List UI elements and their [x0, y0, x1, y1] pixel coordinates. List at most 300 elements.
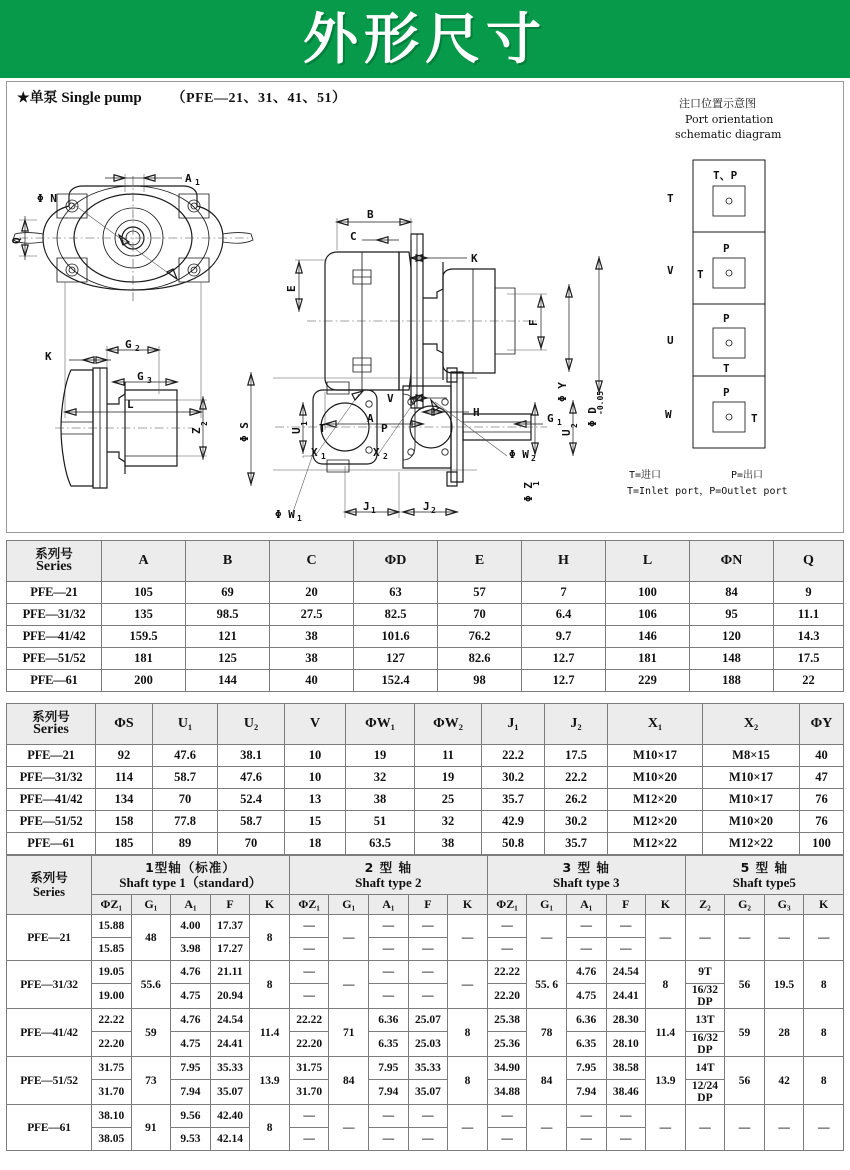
table3-t2-g1: —: [329, 1105, 369, 1151]
table3-series: PFE—21: [7, 915, 92, 961]
table3-t2-z1-hi: —: [289, 915, 329, 938]
table2-w2: 11: [415, 745, 482, 767]
port-row-right-w: T: [751, 412, 758, 425]
table3-t3-a1-lo: 7.94: [566, 1080, 606, 1105]
table1-header-phid: ΦD: [354, 541, 438, 582]
table3-t3-k: 8: [646, 961, 686, 1009]
table1-a: 105: [102, 582, 186, 604]
table3-t5-g3: —: [764, 915, 804, 961]
table3-t1-k: 8: [250, 1105, 290, 1151]
table3-t1-k: 8: [250, 915, 290, 961]
panel-model-note: （PFE—21、31、41、51）: [171, 91, 347, 106]
table3-t5-k: —: [804, 1105, 844, 1151]
table2-header-x2: X₂: [703, 704, 800, 745]
table2-x1: M12×20: [608, 789, 703, 811]
table3-t3-z1-hi: —: [487, 1105, 527, 1128]
table1-n: 120: [690, 626, 774, 648]
table3-t1-a1-lo: 7.94: [171, 1080, 211, 1105]
table3-t2-f-hi: 25.07: [408, 1009, 448, 1032]
table2-u2: 38.1: [218, 745, 285, 767]
table3-t1-a1-lo: 3.98: [171, 938, 211, 961]
table3-t3-z1-hi: —: [487, 915, 527, 938]
dim-label-a1-sub: 1: [195, 178, 200, 187]
table1-l: 146: [606, 626, 690, 648]
port-caption-en2: schematic diagram: [675, 128, 782, 141]
table3-t3-f-lo: —: [606, 1128, 646, 1151]
table2-header-u1: U₁: [153, 704, 218, 745]
table2-x2: M12×22: [703, 833, 800, 855]
table3-t2-a1-hi: 7.95: [369, 1057, 409, 1080]
table2-header-j2: J₂: [545, 704, 608, 745]
table3-t3-f-lo: 38.46: [606, 1080, 646, 1105]
table3-h3-a1: A₁: [566, 895, 606, 915]
table1-q: 22: [774, 670, 844, 692]
table3-series: PFE—31/32: [7, 961, 92, 1009]
table3-t2-f-lo: —: [408, 1128, 448, 1151]
table3-h3-k: K: [646, 895, 686, 915]
table3-t3-a1-lo: 6.35: [566, 1032, 606, 1057]
table3-t5-z2: —: [685, 915, 725, 961]
table3-t3-z1-hi: 22.22: [487, 961, 527, 984]
table2-s: 134: [96, 789, 153, 811]
dim-label-g1: G: [547, 412, 554, 425]
table3-t1-a1-hi: 4.76: [171, 1009, 211, 1032]
dim-label-k: K: [471, 252, 478, 265]
table3-t5-z2-lo: 16/32 DP: [685, 984, 725, 1009]
table1-series: PFE—61: [7, 670, 102, 692]
table1-d: 82.5: [354, 604, 438, 626]
table3-t2-a1-lo: —: [369, 1128, 409, 1151]
panel-title-cn: 单泵: [29, 90, 58, 106]
table3-t3-a1-lo: —: [566, 1128, 606, 1151]
table3-t5-z2-hi: 13T: [685, 1009, 725, 1032]
table3-t3-a1-hi: 4.76: [566, 961, 606, 984]
table3-t1-f-hi: 42.40: [210, 1105, 250, 1128]
table3-t3-z1-lo: 22.20: [487, 984, 527, 1009]
table3-t3-a1-hi: —: [566, 1105, 606, 1128]
table3-t2-a1-hi: 6.36: [369, 1009, 409, 1032]
table3-t3-g1: —: [527, 1105, 567, 1151]
table-row: [7, 1057, 844, 1080]
table3-t2-z1-hi: —: [289, 1105, 329, 1128]
table2-header-x1: X₁: [608, 704, 703, 745]
dim-label-k2: K: [45, 350, 52, 363]
dim-label-phi-y: Φ Y: [556, 382, 569, 402]
table3-t1-g1: 59: [131, 1009, 171, 1057]
table2-w2: 38: [415, 833, 482, 855]
table1-h: 9.7: [522, 626, 606, 648]
table-row: [7, 626, 844, 648]
table1-d: 101.6: [354, 626, 438, 648]
table1-d: 127: [354, 648, 438, 670]
table2-s: 185: [96, 833, 153, 855]
page-title: 外形尺寸: [302, 6, 547, 71]
table2-w1: 32: [346, 767, 415, 789]
table3-t2-z1-lo: —: [289, 938, 329, 961]
table2-u1: 77.8: [153, 811, 218, 833]
table2-y: 76: [800, 789, 844, 811]
drawing-view-front-flange: [10, 172, 253, 418]
dim-label-j2: J: [423, 500, 430, 513]
table-row: [7, 745, 844, 767]
table3-t3-f-hi: —: [606, 915, 646, 938]
table3-t5-g2: 56: [725, 961, 765, 1009]
table2-header-phiw2: ΦW₂: [415, 704, 482, 745]
table3-t5-z2-lo: 12/24 DP: [685, 1080, 725, 1105]
table2-j2: 17.5: [545, 745, 608, 767]
table3-t5-g2: —: [725, 1105, 765, 1151]
dim-label-g2: G: [125, 338, 132, 351]
table2-header-u2: U₂: [218, 704, 285, 745]
table1-a: 181: [102, 648, 186, 670]
table3-t2-f-hi: —: [408, 1105, 448, 1128]
table1-n: 84: [690, 582, 774, 604]
table2-v: 18: [285, 833, 346, 855]
dim-label-phi-w1: Φ W: [275, 508, 295, 521]
table3-t3-a1-hi: 6.36: [566, 1009, 606, 1032]
table2-w2: 25: [415, 789, 482, 811]
table3-h2-a1: A₁: [369, 895, 409, 915]
table3-t5-z2: —: [685, 1105, 725, 1151]
table1-e: 82.6: [438, 648, 522, 670]
table2-series: PFE—21: [7, 745, 96, 767]
port-row-top-u: P: [723, 312, 730, 325]
table3-t1-z1-lo: 22.20: [92, 1032, 132, 1057]
table3-t1-f-hi: 17.37: [210, 915, 250, 938]
table2-u2: 58.7: [218, 811, 285, 833]
table3-t5-g2: 56: [725, 1057, 765, 1105]
table2-w2: 32: [415, 811, 482, 833]
table2-j2: 30.2: [545, 811, 608, 833]
table1-b: 144: [186, 670, 270, 692]
table3-t3-a1-hi: 7.95: [566, 1057, 606, 1080]
table2-header-phiy: ΦY: [800, 704, 844, 745]
dim-label-u1: U: [290, 427, 303, 434]
table3-t1-f-hi: 35.33: [210, 1057, 250, 1080]
port-orientation-diagram: [627, 97, 788, 497]
table3-t3-a1-lo: —: [566, 938, 606, 961]
table3-t1-z1-lo: 15.85: [92, 938, 132, 961]
table-row: [7, 789, 844, 811]
table2-x1: M12×20: [608, 811, 703, 833]
drawing-view-side-section: [285, 208, 605, 430]
table-row: [7, 811, 844, 833]
table3-t2-k: 8: [448, 1057, 488, 1105]
table3-t2-a1-lo: 7.94: [369, 1080, 409, 1105]
table3-t2-g1: —: [329, 915, 369, 961]
port-legend-en: T=Inlet port，P=Outlet port: [627, 486, 788, 497]
table3-t5-g3: 19.5: [764, 961, 804, 1009]
table2-v: 15: [285, 811, 346, 833]
table2-series: PFE—41/42: [7, 789, 96, 811]
table3-t2-a1-hi: —: [369, 915, 409, 938]
table3-h2-f: F: [408, 895, 448, 915]
table1-header-row: [7, 541, 844, 582]
table2-series: PFE—51/52: [7, 811, 96, 833]
table2-j2: 22.2: [545, 767, 608, 789]
table3-t1-f-hi: 21.11: [210, 961, 250, 984]
table3-t1-f-hi: 24.54: [210, 1009, 250, 1032]
table1-b: 69: [186, 582, 270, 604]
dim-label-v: V: [387, 392, 394, 405]
table2-header-row: [7, 704, 844, 745]
table3-t2-g1: —: [329, 961, 369, 1009]
port-row-code-t: T: [667, 192, 674, 205]
panel-title-en: Single pump: [61, 90, 142, 106]
drawing-view-port-face: [273, 368, 579, 523]
table3-h2-k: K: [448, 895, 488, 915]
table2-y: 100: [800, 833, 844, 855]
table2-x2: M10×20: [703, 811, 800, 833]
table2-v: 13: [285, 789, 346, 811]
table3-t1-g1: 91: [131, 1105, 171, 1151]
table3-group-shaft3: 3 型 轴 Shaft type 3: [487, 856, 685, 895]
table1-l: 106: [606, 604, 690, 626]
table2-series: PFE—61: [7, 833, 96, 855]
table3-t3-z1-lo: 34.88: [487, 1080, 527, 1105]
table3-t3-k: —: [646, 1105, 686, 1151]
table3-group-header-row: [7, 856, 844, 895]
table3-h5-g3: G₃: [764, 895, 804, 915]
table3-t1-f-lo: 42.14: [210, 1128, 250, 1151]
dimension-table-1: [6, 540, 844, 692]
dim-label-l: L: [127, 398, 134, 411]
table1-h: 7: [522, 582, 606, 604]
table1-series: PFE—41/42: [7, 626, 102, 648]
table3-t1-k: 11.4: [250, 1009, 290, 1057]
table1-series: PFE—31/32: [7, 604, 102, 626]
table2-u1: 47.6: [153, 745, 218, 767]
table3-t5-g2: 59: [725, 1009, 765, 1057]
table3-t1-z1-hi: 15.88: [92, 915, 132, 938]
table2-s: 114: [96, 767, 153, 789]
table2-u2: 52.4: [218, 789, 285, 811]
table2-header-phiw1: ΦW₁: [346, 704, 415, 745]
table-row: [7, 1009, 844, 1032]
table2-x1: M12×22: [608, 833, 703, 855]
table1-c: 38: [270, 648, 354, 670]
table3-t1-z1-lo: 19.00: [92, 984, 132, 1009]
table3-t1-z1-hi: 22.22: [92, 1009, 132, 1032]
dim-label-phi-z1-sub: 1: [532, 481, 541, 486]
port-caption-en1: Port orientation: [685, 113, 774, 126]
dim-label-phi-d: Φ D: [586, 407, 599, 427]
table2-x2: M8×15: [703, 745, 800, 767]
table3-t1-g1: 48: [131, 915, 171, 961]
dimension-table-2: [6, 703, 844, 855]
table3-t1-a1-lo: 9.53: [171, 1128, 211, 1151]
table1-a: 159.5: [102, 626, 186, 648]
table3-t1-f-lo: 35.07: [210, 1080, 250, 1105]
table1-h: 12.7: [522, 648, 606, 670]
table2-u1: 89: [153, 833, 218, 855]
table3-h3-f: F: [606, 895, 646, 915]
table2-x2: M10×17: [703, 767, 800, 789]
table3-t2-a1-lo: —: [369, 938, 409, 961]
dim-label-j1: J: [363, 500, 370, 513]
table-row: [7, 604, 844, 626]
table2-j1: 30.2: [482, 767, 545, 789]
table1-n: 148: [690, 648, 774, 670]
table3-t5-k: —: [804, 915, 844, 961]
table2-x1: M10×20: [608, 767, 703, 789]
table3-t1-a1-hi: 7.95: [171, 1057, 211, 1080]
table2-x1: M10×17: [608, 745, 703, 767]
table3-t2-k: —: [448, 1105, 488, 1151]
table3-t3-a1-lo: 4.75: [566, 984, 606, 1009]
technical-drawings: [7, 82, 845, 534]
table3-h1-a1: A₁: [171, 895, 211, 915]
dim-label-g2-sub: 2: [135, 344, 140, 353]
table-row: [7, 915, 844, 938]
table2-v: 10: [285, 745, 346, 767]
dim-label-j1-sub: 1: [371, 506, 376, 515]
table3-t2-f-lo: —: [408, 984, 448, 1009]
dim-label-g3: G: [137, 370, 144, 383]
table1-c: 40: [270, 670, 354, 692]
table3-t2-f-lo: 25.03: [408, 1032, 448, 1057]
table-row: [7, 582, 844, 604]
dim-label-u2: U: [560, 429, 573, 436]
port-row-code-w: W: [665, 408, 672, 421]
table2-w1: 19: [346, 745, 415, 767]
table1-series: PFE—51/52: [7, 648, 102, 670]
table-row: [7, 1105, 844, 1128]
table3-t3-g1: —: [527, 915, 567, 961]
shaft-type-table: [6, 855, 844, 1151]
table3-t5-g3: 42: [764, 1057, 804, 1105]
table1-d: 63: [354, 582, 438, 604]
table1-l: 100: [606, 582, 690, 604]
table2-header-v: V: [285, 704, 346, 745]
dim-label-phi-z1: Φ Z: [522, 482, 535, 502]
table1-c: 20: [270, 582, 354, 604]
dim-label-x2: X: [373, 446, 380, 459]
table1-e: 70: [438, 604, 522, 626]
table1-header-b: B: [186, 541, 270, 582]
table2-j1: 22.2: [482, 745, 545, 767]
dim-label-phi-w2-sub: 2: [531, 454, 536, 463]
table2-header-phis: ΦS: [96, 704, 153, 745]
table3-h2-phiz1: ΦZ₁: [289, 895, 329, 915]
table3-t1-f-lo: 24.41: [210, 1032, 250, 1057]
table3-t1-f-lo: 20.94: [210, 984, 250, 1009]
table-row: [7, 648, 844, 670]
dim-label-q: Q: [10, 237, 23, 244]
table3-t2-z1-hi: —: [289, 961, 329, 984]
table3-t2-f-hi: —: [408, 915, 448, 938]
table2-j2: 35.7: [545, 833, 608, 855]
table2-v: 10: [285, 767, 346, 789]
dim-label-g3-sub: 3: [147, 376, 152, 385]
table1-header-q: Q: [774, 541, 844, 582]
port-label-t: T: [319, 422, 326, 435]
port-row-code-u: U: [667, 334, 674, 347]
table1-h: 12.7: [522, 670, 606, 692]
dim-label-z2-sub: 2: [200, 421, 209, 426]
table1-b: 125: [186, 648, 270, 670]
table3-h3-g1: G₁: [527, 895, 567, 915]
table1-l: 229: [606, 670, 690, 692]
table1-n: 95: [690, 604, 774, 626]
table3-series: PFE—51/52: [7, 1057, 92, 1105]
table3-t3-g1: 55. 6: [527, 961, 567, 1009]
table3-t2-f-hi: 35.33: [408, 1057, 448, 1080]
table3-t2-z1-lo: 31.70: [289, 1080, 329, 1105]
table3-t1-f-lo: 17.27: [210, 938, 250, 961]
table2-series: PFE—31/32: [7, 767, 96, 789]
table2-s: 158: [96, 811, 153, 833]
table3-h5-g2: G₂: [725, 895, 765, 915]
table3-t1-a1-hi: 4.00: [171, 915, 211, 938]
port-row-top-w: P: [723, 386, 730, 399]
port-legend-inlet-cn: T=进口: [629, 470, 662, 481]
table3-h5-z2: Z₂: [685, 895, 725, 915]
table3-t1-a1-lo: 4.75: [171, 984, 211, 1009]
dim-label-f: F: [527, 319, 540, 326]
table1-a: 200: [102, 670, 186, 692]
dim-label-x2-sub: 2: [383, 452, 388, 461]
table1-header-a: A: [102, 541, 186, 582]
dim-label-phi-n: Φ N: [37, 192, 57, 205]
dim-label-e: E: [285, 285, 298, 292]
star-icon: ★: [17, 91, 30, 106]
table3-t3-k: —: [646, 915, 686, 961]
table3-t2-k: —: [448, 915, 488, 961]
dim-label-j2-sub: 2: [431, 506, 436, 515]
port-row-left-v: T: [697, 268, 704, 281]
dim-label-x1-sub: 1: [321, 452, 326, 461]
table3-h1-g1: G₁: [131, 895, 171, 915]
dim-label-g1-sub: 1: [557, 418, 562, 427]
table3-t3-a1-hi: —: [566, 915, 606, 938]
table3-t2-a1-hi: —: [369, 961, 409, 984]
table3-t2-a1-lo: —: [369, 984, 409, 1009]
table3-t2-f-hi: —: [408, 961, 448, 984]
table3-t2-k: 8: [448, 1009, 488, 1057]
table1-header-l: L: [606, 541, 690, 582]
table1-header-phin: ΦN: [690, 541, 774, 582]
table3-t1-a1-hi: 9.56: [171, 1105, 211, 1128]
table2-j2: 26.2: [545, 789, 608, 811]
dim-label-u2-sub: 2: [570, 423, 579, 428]
table2-j1: 35.7: [482, 789, 545, 811]
table3-header-series: 系列号 Series: [7, 856, 92, 915]
table2-y: 76: [800, 811, 844, 833]
table1-e: 76.2: [438, 626, 522, 648]
table3-h5-k: K: [804, 895, 844, 915]
table2-header-series: 系列号 Series: [7, 704, 96, 745]
table1-e: 57: [438, 582, 522, 604]
table2-s: 92: [96, 745, 153, 767]
table1-q: 9: [774, 582, 844, 604]
table2-u1: 70: [153, 789, 218, 811]
dim-label-a1: A: [185, 172, 192, 185]
table1-header-e: E: [438, 541, 522, 582]
table3-t2-f-lo: —: [408, 938, 448, 961]
table3-t1-z1-lo: 31.70: [92, 1080, 132, 1105]
table3-t2-a1-lo: 6.35: [369, 1032, 409, 1057]
table2-u2: 47.6: [218, 767, 285, 789]
table-row: [7, 670, 844, 692]
table1-b: 98.5: [186, 604, 270, 626]
table3-t1-a1-hi: 4.76: [171, 961, 211, 984]
table1-header-series: 系列号 Series: [7, 541, 102, 582]
table-row: [7, 767, 844, 789]
table1-q: 17.5: [774, 648, 844, 670]
table1-c: 38: [270, 626, 354, 648]
table1-a: 135: [102, 604, 186, 626]
